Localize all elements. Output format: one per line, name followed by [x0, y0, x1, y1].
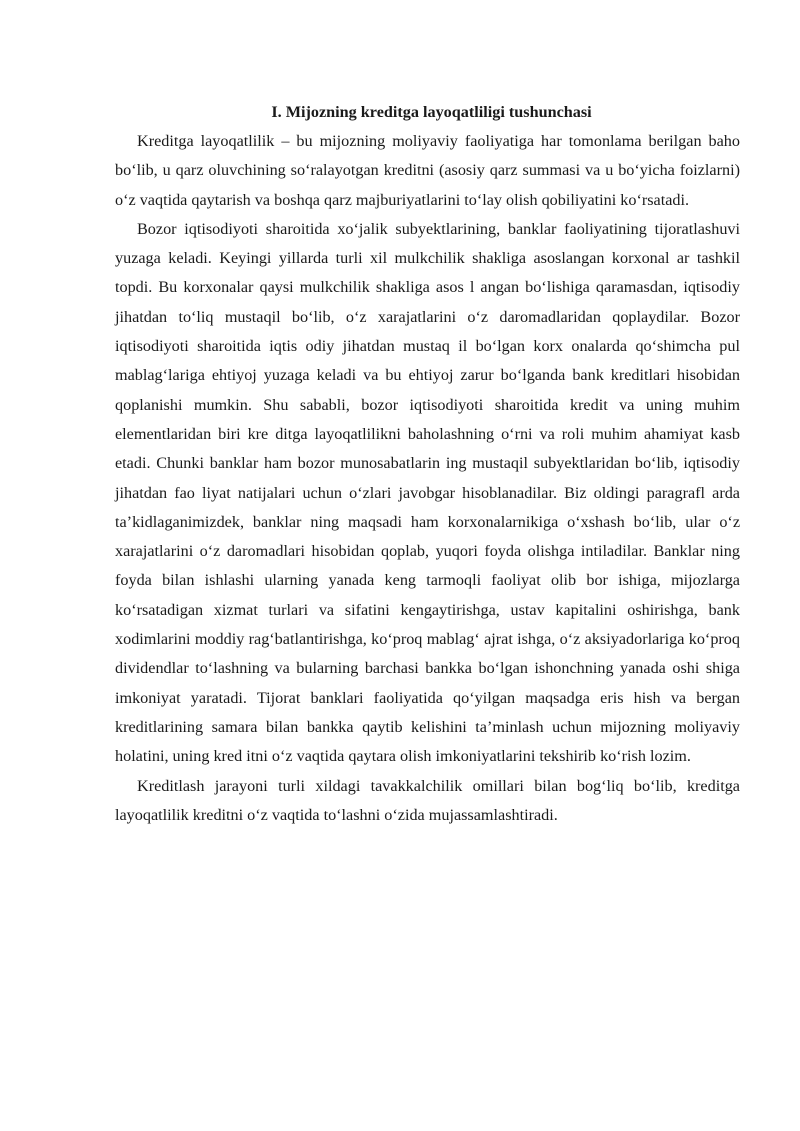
paragraph-credit-process: Kreditlash jarayoni turli xildagi tavakkalchilik omillari bilan bog‘liq bo‘lib, kreditga layoqatlilik kreditni o‘z vaqtida to‘lashni o‘zida mujassamlashtiradi.: [115, 776, 740, 824]
section-heading: I. Mijozning kreditga layoqatliligi tushunchasi: [271, 103, 592, 121]
document-body: [115, 98, 740, 830]
paragraph-market-economy: Bozor iqtisodiyoti sharoitida xo‘jalik subyektlarining, banklar faoliyatining tijoratlashuvi yuzaga keladi. Keyingi yillarda turli xil mulkchilik shakliga asoslangan korxonal ar tashkil topdi. Bu korxonalar qaysi mulkchilik shakliga asos l angan bo‘lishiga qaramasdan, iqtisodiy jihatdan to‘liq mustaqil bo‘lib, o‘z xarajatlarini o‘z daromadlaridan qoplaydilar. Bozor iqtisodiyoti sharoitida iqtis odiy jihatdan mustaq il bo‘lgan korx onalarda qo‘shimcha pul mablag‘lariga ehtiyoj yuzaga keladi va bu ehtiyoj zarur bo‘lganda bank kreditlari hisobidan qoplanishi mumkin. Shu sababli, bozor iqtisodiyoti sharoitida kredit va uning muhim elementlaridan biri kre ditga layoqatlilikni baholashning o‘rni va roli muhim ahamiyat kasb etadi. Chunki banklar ham bozor munosabatlarin ing mustaqil subyektlaridan bo‘lib, iqtisodiy jihatdan fao liyat natijalari uchun o‘zlari javobgar hisoblanadilar. Biz oldingi paragrafl arda ta’kidlaganimizdek, banklar ning maqsadi ham korxonalarnikiga o‘xshash bo‘lib, ular o‘z xarajatlarini o‘z daromadlari hisobidan qoplab, yuqori foyda olishga intiladilar. Banklar ning foyda bilan ishlashi ularning yanada keng tarmoqli faoliyat olib bor ishiga, mijozlarga ko‘rsatadigan xizmat turlari va sifatini kengaytirishga, ustav kapitalini oshirishga, bank xodimlarini moddiy rag‘batlantirishga, ko‘proq mablag‘ ajrat ishga, o‘z aksiyadorlariga ko‘proq dividendlar to‘lashning va bularning barchasi bankka bo‘lgan ishonchning yanada oshi shiga imkoniyat yaratadi. Tijorat banklari faoliyatida qo‘yilgan maqsadga eris hish va bergan kreditlarining samara bilan bankka qaytib kelishini ta’minlash uchun mijozning moliyaviy holatini, uning kred itni o‘z vaqtida qaytara olish imkoniyatlarini tekshirib ko‘rish lozim.: [115, 219, 740, 766]
paragraph-definition: Kreditga layoqatlilik – bu mijozning moliyaviy faoliyatiga har tomonlama berilgan baho bo‘lib, u qarz oluvchining so‘ralayotgan kreditni (asosiy qarz summasi va u bo‘yicha foizlarni) o‘z vaqtida qaytarish va boshqa qarz majburiyatlarini to‘lay olish qobiliyatini ko‘rsatadi.: [115, 132, 740, 209]
